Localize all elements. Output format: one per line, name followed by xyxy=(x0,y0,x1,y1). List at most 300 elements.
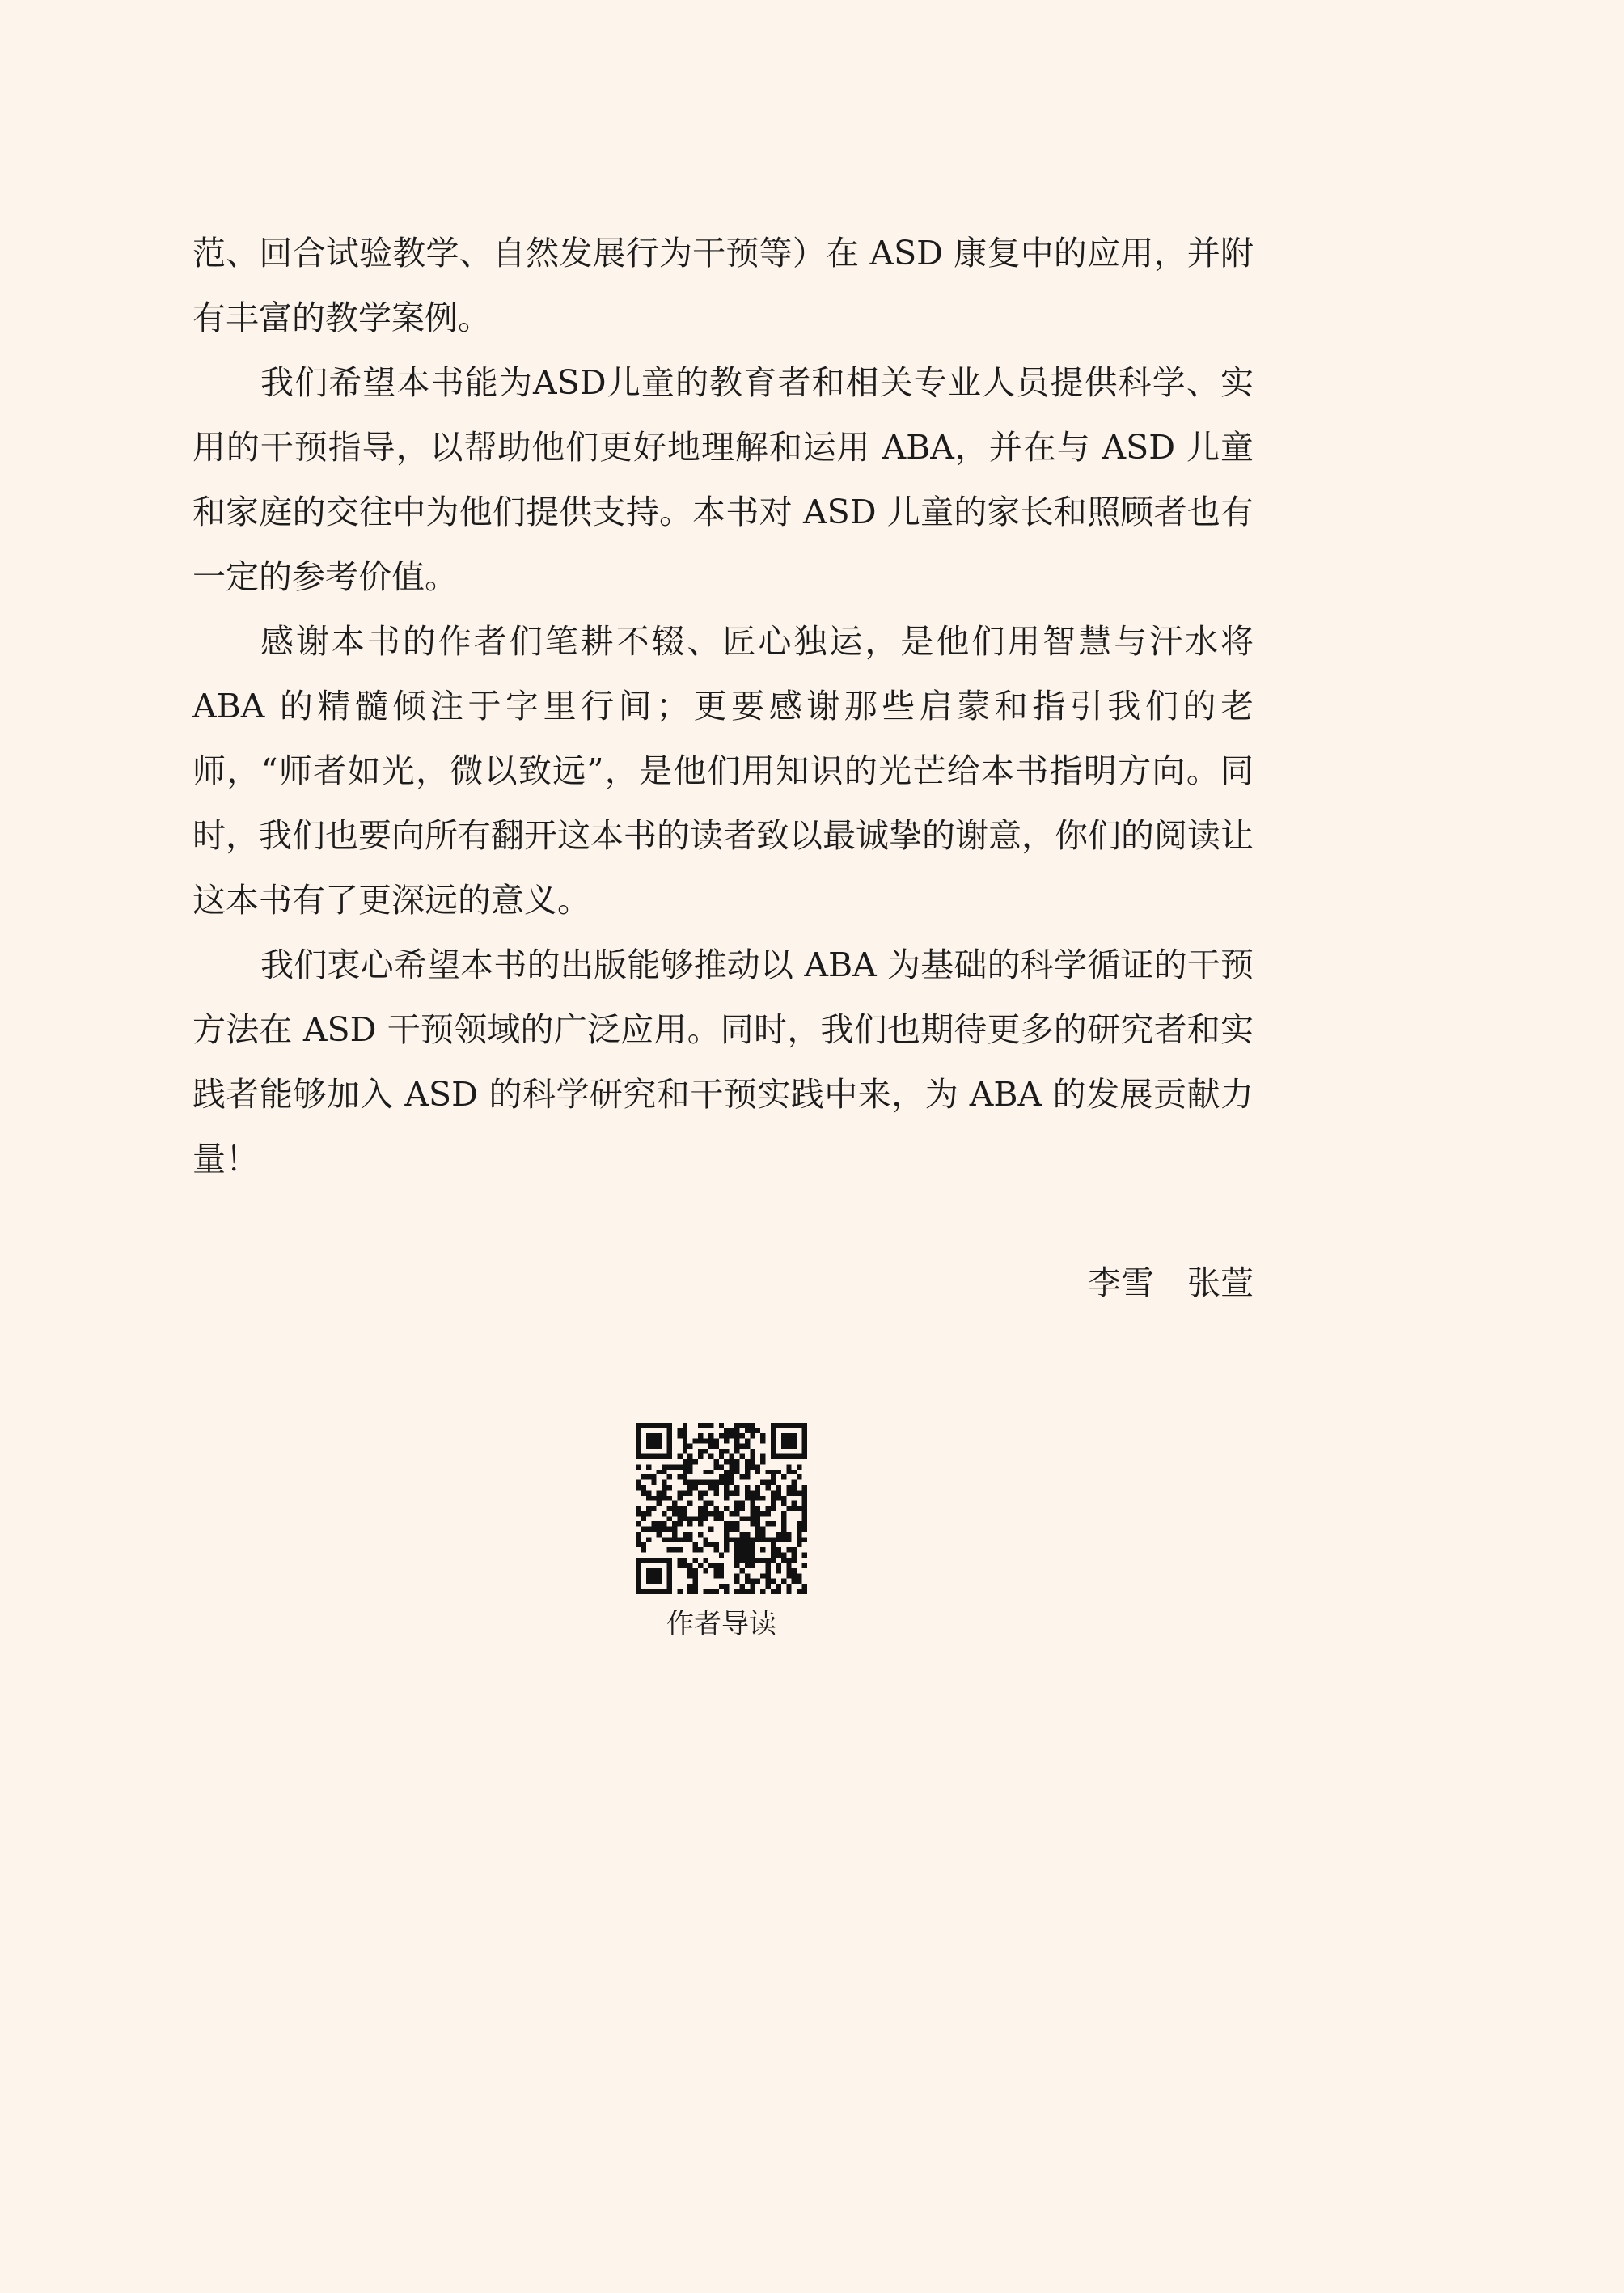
qr-module xyxy=(802,1428,807,1432)
author-signature: 李雪 张萱 xyxy=(1088,1263,1254,1302)
qr-module xyxy=(750,1464,755,1469)
qr-module xyxy=(683,1438,687,1443)
qr-module xyxy=(734,1526,739,1531)
qr-module xyxy=(750,1589,755,1594)
qr-module xyxy=(641,1589,645,1594)
qr-module xyxy=(683,1459,687,1464)
qr-module xyxy=(739,1547,744,1552)
qr-module xyxy=(636,1480,641,1485)
qr-module xyxy=(662,1589,666,1594)
qr-module xyxy=(755,1496,760,1500)
qr-module xyxy=(730,1511,734,1516)
qr-module xyxy=(745,1517,750,1521)
qr-module xyxy=(797,1454,801,1459)
qr-module xyxy=(713,1563,718,1567)
qr-module xyxy=(781,1532,786,1537)
qr-module xyxy=(734,1438,739,1443)
qr-module xyxy=(677,1589,682,1594)
qr-module xyxy=(734,1521,739,1526)
qr-module xyxy=(704,1423,708,1428)
qr-module xyxy=(704,1517,708,1521)
qr-module xyxy=(776,1423,780,1428)
qr-module xyxy=(667,1474,672,1479)
qr-module xyxy=(677,1496,682,1500)
qr-module xyxy=(651,1526,656,1531)
qr-module xyxy=(745,1542,750,1547)
qr-module xyxy=(636,1454,641,1459)
qr-module xyxy=(755,1485,760,1490)
qr-module xyxy=(641,1485,645,1490)
qr-module xyxy=(672,1547,677,1552)
qr-module xyxy=(734,1542,739,1547)
qr-module xyxy=(677,1547,682,1552)
qr-module xyxy=(713,1547,718,1552)
qr-module xyxy=(636,1428,641,1432)
qr-module xyxy=(683,1532,687,1537)
qr-module xyxy=(750,1584,755,1589)
qr-module xyxy=(646,1438,651,1443)
qr-module xyxy=(698,1433,703,1438)
qr-module xyxy=(667,1433,672,1438)
qr-module xyxy=(792,1506,797,1511)
qr-module xyxy=(657,1438,662,1443)
qr-module xyxy=(745,1428,750,1432)
qr-module xyxy=(781,1558,786,1563)
qr-module xyxy=(672,1500,677,1505)
qr-module xyxy=(724,1547,729,1552)
qr-module xyxy=(646,1491,651,1496)
qr-module xyxy=(745,1537,750,1542)
qr-module xyxy=(766,1485,771,1490)
qr-module xyxy=(797,1464,801,1469)
qr-module xyxy=(662,1521,666,1526)
qr-module xyxy=(719,1423,724,1428)
qr-module xyxy=(698,1491,703,1496)
qr-module xyxy=(730,1491,734,1496)
qr-module xyxy=(745,1579,750,1584)
qr-module xyxy=(687,1480,692,1485)
qr-module xyxy=(745,1444,750,1449)
qr-module xyxy=(802,1500,807,1505)
qr-module xyxy=(657,1573,662,1578)
paragraph-continuation: 范、回合试验教学、自然发展行为干预等）在 ASD 康复中的应用，并附有丰富的教学案例。 xyxy=(192,234,1254,337)
qr-module xyxy=(797,1537,801,1542)
qr-module xyxy=(734,1511,739,1516)
qr-module xyxy=(667,1589,672,1594)
qr-module xyxy=(730,1537,734,1542)
qr-module xyxy=(755,1537,760,1542)
qr-module xyxy=(683,1470,687,1474)
qr-module xyxy=(730,1474,734,1479)
qr-module xyxy=(802,1491,807,1496)
qr-module xyxy=(667,1444,672,1449)
qr-module xyxy=(750,1511,755,1516)
qr-module xyxy=(641,1511,645,1516)
qr-module xyxy=(677,1454,682,1459)
qr-module xyxy=(724,1589,729,1594)
qr-module xyxy=(687,1444,692,1449)
qr-module xyxy=(750,1542,755,1547)
qr-module xyxy=(693,1517,698,1521)
qr-module xyxy=(760,1511,765,1516)
qr-module xyxy=(693,1438,698,1443)
qr-module xyxy=(724,1480,729,1485)
qr-module xyxy=(657,1521,662,1526)
qr-module xyxy=(745,1491,750,1496)
qr-module xyxy=(708,1438,713,1443)
qr-module xyxy=(693,1542,698,1547)
qr-module xyxy=(667,1563,672,1567)
qr-module xyxy=(662,1511,666,1516)
qr-module xyxy=(771,1500,776,1505)
qr-module xyxy=(651,1579,656,1584)
qr-module xyxy=(667,1568,672,1573)
qr-module xyxy=(792,1454,797,1459)
qr-module xyxy=(792,1558,797,1563)
qr-module xyxy=(739,1553,744,1558)
qr-module xyxy=(657,1579,662,1584)
qr-module xyxy=(708,1589,713,1594)
qr-module xyxy=(724,1433,729,1438)
qr-module xyxy=(750,1423,755,1428)
qr-module xyxy=(683,1506,687,1511)
qr-module xyxy=(713,1506,718,1511)
qr-module xyxy=(786,1444,791,1449)
qr-module xyxy=(683,1433,687,1438)
qr-module xyxy=(708,1542,713,1547)
qr-module xyxy=(651,1496,656,1500)
qr-module xyxy=(734,1491,739,1496)
qr-module xyxy=(755,1491,760,1496)
qr-module xyxy=(750,1496,755,1500)
qr-module xyxy=(677,1563,682,1567)
qr-module xyxy=(755,1470,760,1474)
qr-module xyxy=(724,1428,729,1432)
qr-module xyxy=(667,1464,672,1469)
qr-module xyxy=(704,1506,708,1511)
qr-module xyxy=(683,1537,687,1542)
qr-module xyxy=(755,1464,760,1469)
qr-module xyxy=(802,1454,807,1459)
qr-module xyxy=(713,1511,718,1516)
qr-module xyxy=(704,1500,708,1505)
qr-module xyxy=(708,1500,713,1505)
qr-module xyxy=(693,1547,698,1552)
qr-module xyxy=(792,1480,797,1485)
qr-module xyxy=(734,1500,739,1505)
qr-module xyxy=(771,1428,776,1432)
qr-module xyxy=(771,1454,776,1459)
qr-module xyxy=(802,1506,807,1511)
qr-module xyxy=(641,1474,645,1479)
qr-module xyxy=(745,1553,750,1558)
qr-module xyxy=(687,1464,692,1469)
qr-module xyxy=(662,1464,666,1469)
qr-module xyxy=(651,1589,656,1594)
qr-module xyxy=(704,1449,708,1453)
qr-module xyxy=(730,1521,734,1526)
qr-code-icon[interactable] xyxy=(636,1423,807,1594)
qr-module xyxy=(745,1459,750,1464)
qr-module xyxy=(734,1433,739,1438)
qr-module xyxy=(786,1537,791,1542)
qr-module xyxy=(724,1459,729,1464)
qr-module xyxy=(724,1474,729,1479)
qr-module xyxy=(734,1470,739,1474)
qr-module xyxy=(739,1568,744,1573)
qr-module xyxy=(636,1438,641,1443)
qr-module xyxy=(704,1511,708,1516)
qr-module xyxy=(657,1433,662,1438)
qr-module xyxy=(667,1449,672,1453)
qr-module xyxy=(776,1485,780,1490)
qr-module xyxy=(724,1496,729,1500)
qr-module xyxy=(739,1584,744,1589)
qr-module xyxy=(755,1526,760,1531)
qr-module xyxy=(730,1454,734,1459)
qr-module xyxy=(797,1589,801,1594)
qr-module xyxy=(802,1589,807,1594)
qr-module xyxy=(766,1506,771,1511)
qr-module xyxy=(760,1537,765,1542)
qr-module xyxy=(760,1480,765,1485)
qr-module xyxy=(792,1500,797,1505)
qr-module xyxy=(739,1517,744,1521)
qr-module xyxy=(792,1573,797,1578)
qr-module xyxy=(760,1459,765,1464)
qr-module xyxy=(776,1454,780,1459)
qr-module xyxy=(719,1464,724,1469)
qr-module xyxy=(708,1444,713,1449)
qr-module xyxy=(730,1433,734,1438)
qr-module xyxy=(672,1464,677,1469)
qr-module xyxy=(667,1517,672,1521)
qr-module xyxy=(745,1589,750,1594)
qr-module xyxy=(734,1428,739,1432)
qr-module xyxy=(713,1573,718,1578)
qr-module xyxy=(651,1480,656,1485)
qr-module xyxy=(677,1517,682,1521)
qr-module xyxy=(662,1496,666,1500)
qr-module xyxy=(786,1558,791,1563)
qr-module xyxy=(802,1537,807,1542)
qr-module xyxy=(730,1428,734,1432)
qr-module xyxy=(719,1584,724,1589)
qr-module xyxy=(760,1433,765,1438)
qr-module xyxy=(786,1563,791,1567)
qr-module xyxy=(708,1433,713,1438)
qr-module xyxy=(646,1568,651,1573)
qr-module xyxy=(755,1517,760,1521)
qr-module xyxy=(786,1485,791,1490)
qr-module xyxy=(734,1563,739,1567)
qr-module xyxy=(693,1558,698,1563)
qr-module xyxy=(724,1485,729,1490)
qr-module xyxy=(683,1558,687,1563)
qr-module xyxy=(704,1470,708,1474)
qr-module xyxy=(776,1563,780,1567)
qr-module xyxy=(698,1511,703,1516)
qr-module xyxy=(708,1480,713,1485)
qr-module xyxy=(802,1521,807,1526)
qr-module xyxy=(657,1496,662,1500)
qr-module xyxy=(636,1558,641,1563)
qr-module xyxy=(781,1423,786,1428)
qr-module xyxy=(771,1423,776,1428)
qr-module xyxy=(786,1438,791,1443)
qr-module xyxy=(651,1558,656,1563)
qr-module xyxy=(750,1521,755,1526)
qr-module xyxy=(739,1558,744,1563)
qr-module xyxy=(750,1433,755,1438)
qr-module xyxy=(667,1579,672,1584)
qr-module xyxy=(713,1459,718,1464)
qr-module xyxy=(755,1532,760,1537)
qr-module xyxy=(646,1558,651,1563)
qr-module xyxy=(786,1464,791,1469)
qr-module xyxy=(667,1423,672,1428)
qr-module xyxy=(719,1517,724,1521)
qr-module xyxy=(698,1521,703,1526)
qr-module xyxy=(713,1491,718,1496)
qr-module xyxy=(713,1464,718,1469)
qr-module xyxy=(667,1438,672,1443)
qr-module xyxy=(667,1526,672,1531)
qr-module xyxy=(781,1500,786,1505)
qr-module xyxy=(766,1563,771,1567)
qr-module xyxy=(687,1537,692,1542)
qr-module xyxy=(672,1526,677,1531)
qr-module xyxy=(781,1454,786,1459)
qr-module xyxy=(657,1500,662,1505)
qr-module xyxy=(677,1511,682,1516)
qr-module xyxy=(802,1553,807,1558)
qr-module xyxy=(677,1521,682,1526)
qr-module xyxy=(651,1573,656,1578)
qr-module xyxy=(708,1526,713,1531)
qr-module xyxy=(781,1433,786,1438)
qr-module xyxy=(776,1568,780,1573)
qr-module xyxy=(745,1423,750,1428)
qr-module xyxy=(687,1532,692,1537)
paragraph-hope: 我们衷心希望本书的出版能够推动以 ABA 为基础的科学循证的干预方法在 ASD 干预领域的广泛应用。同时，我们也期待更多的研究者和实践者能够加入 ASD 的科学研究和干预实践中来，为 ABA 的发展贡献力量！ xyxy=(192,946,1254,1178)
qr-module xyxy=(683,1511,687,1516)
qr-module xyxy=(755,1579,760,1584)
qr-module xyxy=(739,1454,744,1459)
qr-module xyxy=(771,1470,776,1474)
qr-module xyxy=(771,1542,776,1547)
qr-module xyxy=(781,1553,786,1558)
qr-module xyxy=(797,1542,801,1547)
qr-module xyxy=(636,1563,641,1567)
qr-module xyxy=(750,1558,755,1563)
qr-module xyxy=(792,1423,797,1428)
qr-module xyxy=(771,1579,776,1584)
qr-module xyxy=(683,1563,687,1567)
qr-module xyxy=(719,1553,724,1558)
qr-module xyxy=(713,1480,718,1485)
paragraph-purpose: 我们希望本书能为ASD儿童的教育者和相关专业人员提供科学、实用的干预指导，以帮助他们更好地理解和运用 ABA，并在与 ASD 儿童和家庭的交往中为他们提供支持。本书对 ASD 儿童的家长和照顾者也有一定的参考价值。 xyxy=(192,363,1254,596)
qr-module xyxy=(745,1558,750,1563)
qr-module xyxy=(734,1558,739,1563)
qr-module xyxy=(651,1474,656,1479)
qr-module xyxy=(776,1547,780,1552)
qr-module xyxy=(766,1573,771,1578)
qr-module xyxy=(734,1459,739,1464)
qr-module xyxy=(739,1444,744,1449)
qr-module xyxy=(636,1568,641,1573)
qr-module xyxy=(641,1491,645,1496)
qr-module xyxy=(636,1573,641,1578)
qr-module xyxy=(641,1558,645,1563)
qr-module xyxy=(797,1474,801,1479)
qr-module xyxy=(734,1553,739,1558)
qr-module xyxy=(713,1568,718,1573)
qr-module xyxy=(760,1558,765,1563)
qr-module xyxy=(677,1474,682,1479)
qr-module xyxy=(687,1563,692,1567)
qr-module xyxy=(636,1579,641,1584)
qr-module xyxy=(771,1589,776,1594)
qr-module xyxy=(766,1584,771,1589)
qr-module xyxy=(771,1433,776,1438)
qr-module xyxy=(677,1558,682,1563)
qr-module xyxy=(677,1464,682,1469)
qr-module xyxy=(693,1568,698,1573)
qr-module xyxy=(781,1517,786,1521)
qr-module xyxy=(651,1423,656,1428)
qr-module xyxy=(677,1506,682,1511)
qr-module xyxy=(657,1470,662,1474)
qr-module xyxy=(651,1521,656,1526)
qr-module xyxy=(760,1438,765,1443)
qr-module xyxy=(745,1573,750,1578)
qr-module xyxy=(792,1433,797,1438)
qr-module xyxy=(641,1454,645,1459)
qr-module xyxy=(771,1474,776,1479)
qr-module xyxy=(781,1526,786,1531)
qr-module xyxy=(636,1589,641,1594)
qr-module xyxy=(719,1511,724,1516)
qr-module xyxy=(739,1589,744,1594)
qr-module xyxy=(792,1444,797,1449)
qr-module xyxy=(802,1444,807,1449)
qr-module xyxy=(641,1542,645,1547)
qr-module xyxy=(724,1526,729,1531)
qr-module xyxy=(704,1537,708,1542)
qr-module xyxy=(750,1500,755,1505)
qr-module xyxy=(797,1506,801,1511)
qr-module xyxy=(683,1491,687,1496)
qr-module xyxy=(667,1558,672,1563)
qr-module xyxy=(646,1423,651,1428)
qr-module xyxy=(750,1491,755,1496)
qr-module xyxy=(704,1568,708,1573)
qr-module xyxy=(687,1454,692,1459)
qr-module xyxy=(683,1517,687,1521)
qr-module xyxy=(662,1526,666,1531)
qr-module xyxy=(677,1433,682,1438)
qr-module xyxy=(651,1433,656,1438)
qr-module xyxy=(802,1433,807,1438)
qr-module xyxy=(802,1517,807,1521)
qr-module xyxy=(667,1506,672,1511)
qr-module xyxy=(698,1547,703,1552)
qr-module xyxy=(667,1537,672,1542)
qr-module xyxy=(724,1449,729,1453)
qr-module xyxy=(792,1553,797,1558)
qr-module xyxy=(693,1459,698,1464)
